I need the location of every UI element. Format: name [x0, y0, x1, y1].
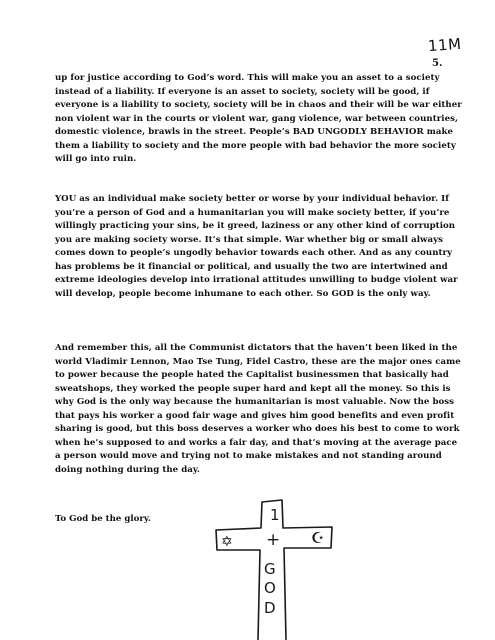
handwritten-page-mark: 11M	[427, 34, 463, 56]
star-of-david-icon: ✡	[221, 534, 233, 550]
page-number: 5.	[432, 58, 443, 69]
cross-top-number: 1	[270, 506, 280, 524]
cross-letter-g: G	[264, 560, 276, 578]
crescent-star-icon: ☪	[311, 529, 325, 547]
paragraph-1: up for justice according to God’s word. This will make you an asset to a society instead of a liability. If everyone is an asset to society, society will be good, if everyone is a liability to society, society will be in chaos and their will be war either non violent war in the courts or violent war, gang violence, war between countries, domestic violence, brawls in the street. People’s BAD UNGODLY BEHAVIOR make them a liability to society and the more people with bad behavior the more society will go into ruin.	[55, 73, 462, 164]
paragraph-2: YOU as an individual make society better or worse by your individual behavior. If you’re a person of God and a humanitarian you will make society better, if you’re willingly practicing your sins, be it greed, laziness or any other kind of corruption you are making society worse. It’s that simple. War whether big or small always comes down to people’s ungodly behavior towards each other. And as any country has problems be it financial or political, and usually the two are intertwined and extreme ideologies develop into irrational attitudes unwilling to budge violent war will develop, people become inhumane to each other. So GOD is the only way.	[55, 194, 458, 299]
cross-letter-d: D	[264, 599, 276, 617]
hand-drawn-cross	[200, 490, 350, 640]
cross-letter-o: O	[264, 579, 276, 597]
cross-plus-sign: +	[266, 530, 281, 550]
closing-line: To God be the glory.	[55, 514, 151, 524]
paragraph-3: And remember this, all the Communist dictators that the haven’t been liked in the world Vladimir Lennon, Mao Tse Tung, Fidel Castro, these are the major ones came to power because the people hated the Capitalist businessmen that basically had sweatshops, they worked the people super hard and kept all the money. So this is why God is the only way because the humanitarian is most valuable. Now the boss that pays his worker a good fair wage and gives him good benefits and even profit sharing is good, but this boss deserves a worker who does his best to come to work when he’s supposed to and works a fair day, and that’s moving at the average pace a person would move and trying not to make mistakes and not standing around doing nothing during the day.	[55, 343, 461, 475]
